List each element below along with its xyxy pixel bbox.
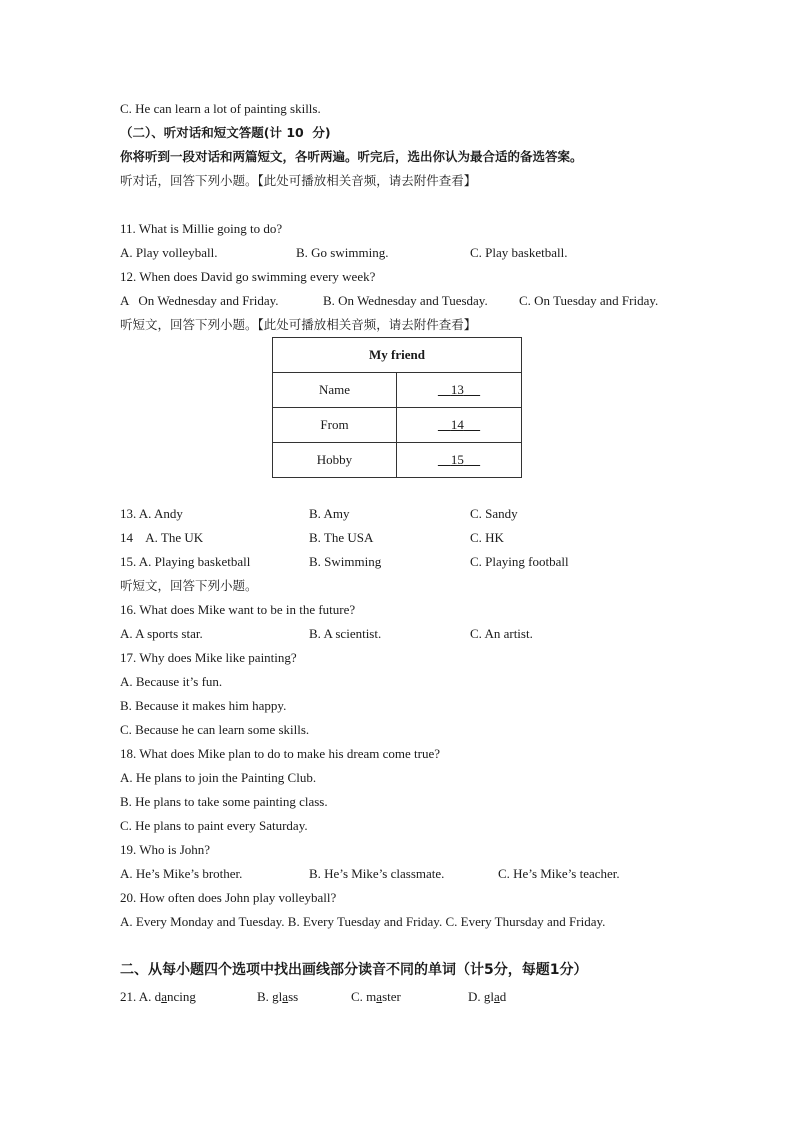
q21-d-underlined: a	[494, 989, 500, 1004]
part2-instruction: 你将听到一段对话和两篇短文，各听两遍。听完后，选出你认为最合适的备选答案。	[120, 149, 583, 164]
q11-option-b: B. Go swimming.	[296, 245, 389, 260]
q19-stem: 19. Who is John?	[120, 842, 211, 857]
q16-option-a: A. A sports star.	[120, 626, 203, 641]
dialogue-intro: 听对话，回答下列小题。【此处可播放相关音频，请去附件查看】	[120, 173, 477, 188]
q19-option-c: C. He’s Mike’s teacher.	[498, 866, 620, 881]
q15-option-c: C. Playing football	[470, 554, 569, 569]
q21-option-c: C. master	[351, 989, 401, 1004]
blank-15	[397, 443, 522, 478]
q13-option-c: C. Sandy	[470, 506, 518, 521]
q21-number: 21.	[120, 989, 137, 1004]
part2-title: （二）、听对话和短文答题(计 10 分)	[120, 125, 331, 140]
q19-option-b: B. He’s Mike’s classmate.	[309, 866, 445, 881]
q21-c-underlined: a	[376, 989, 383, 1004]
q20-stem: 20. How often does John play volleyball?	[120, 890, 337, 905]
q12-option-b: B. On Wednesday and Tuesday.	[323, 293, 488, 308]
row-label-from: From	[273, 408, 397, 443]
q21-option-a: 21. A. dancing	[120, 989, 196, 1004]
q20-options: A. Every Monday and Tuesday. B. Every Tuesday and Friday. C. Every Thursday and Friday.	[120, 914, 606, 929]
q16-option-c: C. An artist.	[470, 626, 533, 641]
q17-option-b: B. Because it makes him happy.	[120, 698, 287, 713]
q16-option-b: B. A scientist.	[309, 626, 382, 641]
q18-option-a: A. He plans to join the Painting Club.	[120, 770, 317, 785]
q16-stem: 16. What does Mike want to be in the future?	[120, 602, 356, 617]
my-friend-table	[272, 337, 522, 478]
table-title: My friend	[273, 338, 522, 373]
q12-stem: 12. When does David go swimming every week?	[120, 269, 376, 284]
q15-option-a: 15. A. Playing basketball	[120, 554, 251, 569]
q18-option-b: B. He plans to take some painting class.	[120, 794, 328, 809]
q11-stem: 11. What is Millie going to do?	[120, 221, 283, 236]
q21-a-underlined: a	[161, 989, 167, 1004]
q18-option-c: C. He plans to paint every Saturday.	[120, 818, 308, 833]
row-label-name: Name	[273, 373, 397, 408]
q11-option-a: A. Play volleyball.	[120, 245, 218, 260]
q13-option-b: B. Amy	[309, 506, 350, 521]
blank-14	[397, 408, 522, 443]
passage2-intro: 听短文，回答下列小题。	[120, 578, 258, 593]
blank-15-number: 15	[450, 452, 464, 467]
q12-option-c: C. On Tuesday and Friday.	[519, 293, 659, 308]
q19-option-a: A. He’s Mike’s brother.	[120, 866, 243, 881]
blank-13-number: 13	[450, 382, 464, 397]
q21-option-b: B. glass	[257, 989, 299, 1004]
q13-option-a: 13. A. Andy	[120, 506, 183, 521]
q17-option-c: C. Because he can learn some skills.	[120, 722, 310, 737]
q10-option-c: C. He can learn a lot of painting skills.	[120, 101, 321, 116]
q21-b-underlined: a	[282, 989, 289, 1004]
blank-13	[397, 373, 522, 408]
q14-option-b: B. The USA	[309, 530, 374, 545]
row-label-hobby: Hobby	[273, 443, 397, 478]
section2-title: 二、从每小题四个选项中找出画线部分读音不同的单词（计5分，每题1分）	[120, 962, 588, 978]
q21-option-d: D. glad	[468, 989, 507, 1004]
passage1-intro: 听短文，回答下列小题。【此处可播放相关音频，请去附件查看】	[120, 317, 477, 332]
q18-stem: 18. What does Mike plan to do to make his dream come true?	[120, 746, 440, 761]
q17-stem: 17. Why does Mike like painting?	[120, 650, 297, 665]
q11-option-c: C. Play basketball.	[470, 245, 568, 260]
q15-option-b: B. Swimming	[309, 554, 382, 569]
q17-option-a: A. Because it’s fun.	[120, 674, 223, 689]
q14-option-c: C. HK	[470, 530, 504, 545]
blank-14-number: 14	[450, 417, 464, 432]
q14-option-a: 14 A. The UK	[120, 530, 204, 545]
q12-option-a: A On Wednesday and Friday.	[120, 293, 279, 308]
